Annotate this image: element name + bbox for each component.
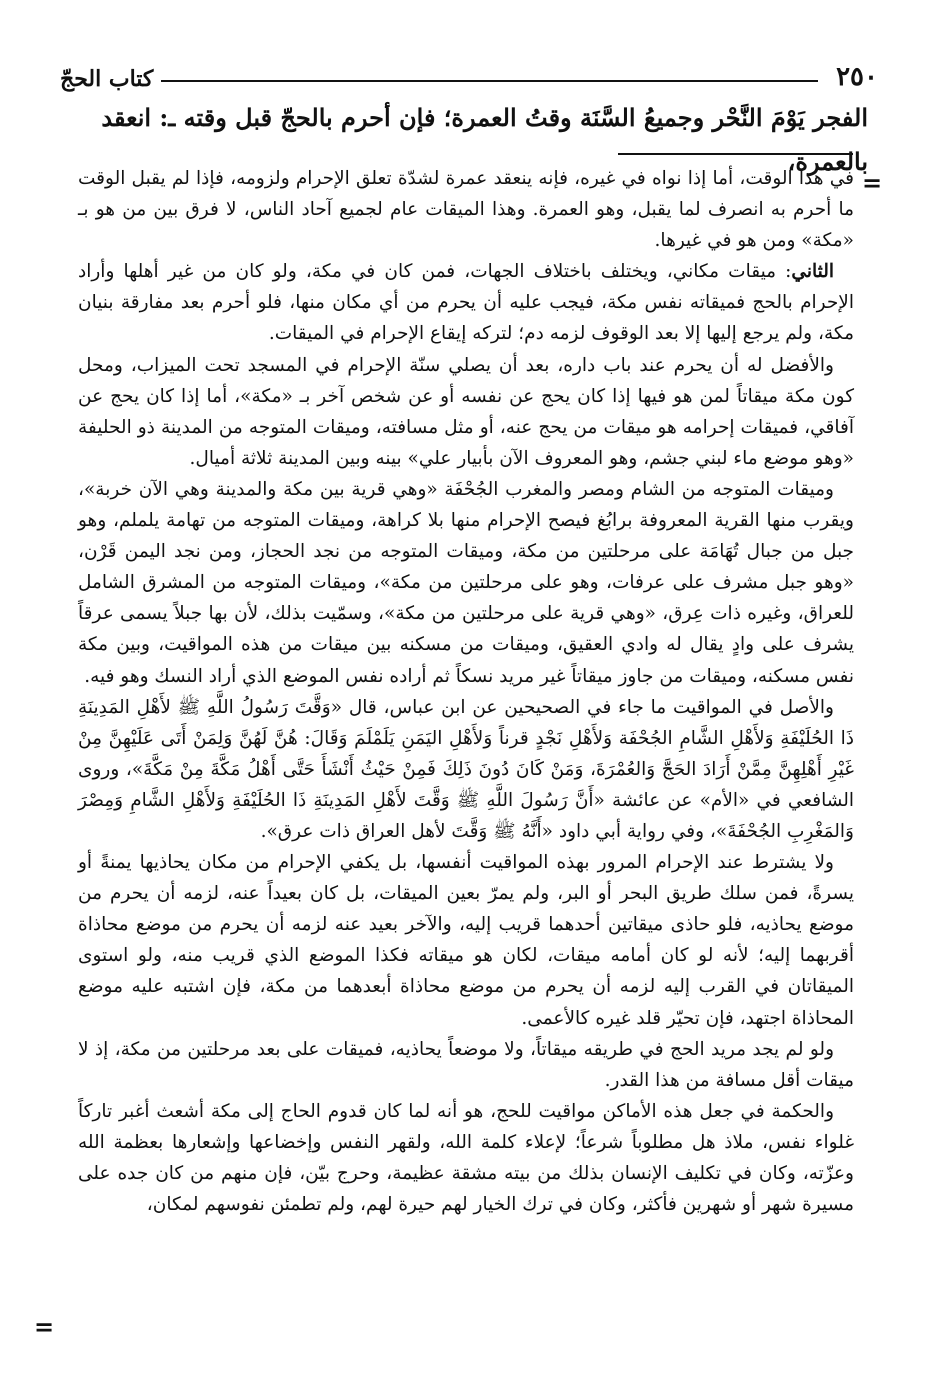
- continuation-mark-bottom: =: [34, 1312, 55, 1341]
- book-title: كتاب الحجّ: [60, 66, 154, 92]
- footnote-text: : ميقات مكاني، ويختلف باختلاف الجهات، فمن كان في مكة، ولو كان من غير أهلها وأراد الإحرام بالحج فميقاته نفس مكة، فيجب عليه أن يحرم من أي مكان منها، فلو أحرم بعد مفارقة بنيان مكة، ولم يرجع إليها إلا بعد الوقوف لزمه دم؛ لتركه إيقاع الإحرام في الميقات.: [78, 261, 854, 345]
- footnote-paragraph: [78, 256, 854, 349]
- running-header: [60, 52, 878, 92]
- footnote-paragraph: ولو لم يجد مريد الحج في طريقه ميقاتاً، ولا موضعاً يحاذيه، فميقات على بعد مرحلتين من مكة، إذ لا ميقات أقل مسافة من هذا القدر.: [78, 1038, 854, 1091]
- header-rule: [161, 80, 818, 82]
- footnote-paragraph: وميقات المتوجه من الشام ومصر والمغرب الجُحْفَة «وهي قرية بين مكة والمدينة وهي الآن خربة»، ويقرب منها القرية المعروفة برابُغ فيصح الإحرام منها بلا كراهة، وميقات المتوجه من تهامة يلملم، وهو جبل من جبال تُهَامَة على مرحلتين من مكة، وميقات المتوجه من نجد الحجاز، ومن نجد اليمن قَرْن، «وهو جبل مشرف على عرفات، وهو على مرحلتين من مكة»، وميقات المتوجه من المشرق الشامل للعراق، وغيره ذات عِرق، «وهي قرية على مرحلتين من مكة»، وسمّيت بذلك، لأن بها جبلاً يسمى عرقاً يشرف على وادٍ يقال له وادي العقيق، وميقات من مسكنه بين ميقات من هذه المواقيت، وبين مكة نفس مسكنه، وميقات من جاوز ميقاتاً غير مريد نسكاً ثم أراده نفس الموضع الذي أراد النسك وهو فيه.: [78, 478, 854, 687]
- continuation-mark-top: =: [862, 168, 883, 197]
- footnote-paragraph: والأصل في المواقيت ما جاء في الصحيحين عن ابن عباس، قال «وَقَّتَ رَسُولُ اللَّهِ ﷺ لأَهْلِ المَدِينَةِ ذَا الحُلَيْفَةِ وَلأَهْلِ الشَّامِ الجُحْفَة وَلأَهْلِ نَجْدٍ قرناً وَلأَهْلِ اليَمَنِ يَلَمْلَمَ وَقَالَ: هُنَّ لَهُنَّ وَلِمَنْ أَتَى عَلَيْهِنَّ مِنْ غَيْرِ أَهْلِهِنَّ مِمَّنْ أَرَادَ الحَجَّ وَالعُمْرَةَ، وَمَنْ كَانَ دُونَ ذَلِكَ فَمِنْ حَيْثُ أَنْشَأَ حَتَّى أَهْلُ مَكَّةَ مِنْ مَكَّةَ»، وروى الشافعي في «الأم» عن عائشة «أَنَّ رَسُولَ اللَّهِ ﷺ وَقَّتَ لأَهْلِ المَدِينَةِ ذَا الحُلَيْفَةِ وَلأَهْلِ الشَّامِ وَمِصْرَ وَالمَغْرِبِ الجُحْفَةَ»، وفي رواية أبي داود «أَنَّهُ ﷺ وَقَّتَ لأهل العراق ذات عرق».: [78, 696, 854, 842]
- footnote-paragraph: والحكمة في جعل هذه الأماكن مواقيت للحج، هو أنه لما كان قدوم الحاج إلى مكة أشعث أغبر تاركاً غلواء نفس، ملاذ هل مطلوباً شرعاً؛ لإعلاء كلمة الله، ولقهر النفس وإخضاعها وإشعارها بعظمة الله وعزّته، وكان في تكليف الإنسان بذلك من بيته مشقة عظيمة، وحرج بيّن، فإن منهم من كان جده على مسيرة شهر أو شهرين فأكثر، وكان في ترك الخيار لهم حيرة لهم، ولم تطمئن نفوسهم لمكان،: [78, 1100, 854, 1216]
- footnote-label: الثاني: [791, 261, 834, 283]
- footnote-paragraph: ولا يشترط عند الإحرام المرور بهذه المواقيت أنفسها، بل يكفي الإحرام من مكان يحاذيها يمنةً أو يسرةً، فمن سلك طريق البحر أو البر، ولم يمرّ بعين الميقات، بل كان بعيداً عنه، لزمه أن يحرم من موضع يحاذيه، فلو حاذى ميقاتين أحدهما قريب إليه، والآخر بعيد عنه لزمه أن يحرم من موضع محاذاة أقربهما إليه؛ لأنه لو كان أمامه ميقات، لكان هو ميقاته فكذا الموضع الذي قريب منه، ولو استوى الميقاتان في القرب إليه لزمه أن يحرم من موضع محاذاة أبعدهما من مكة، فإن اشتبه عليه موضع المحاذاة اجتهد، فإن تحيّر قلد غيره كالأعمى.: [78, 852, 854, 1029]
- footnote-block: [78, 163, 854, 1220]
- footnote-paragraph: في هذا الوقت، أما إذا نواه في غيره، فإنه ينعقد عمرة لشدّة تعلق الإحرام ولزومه، فإذا لم يقبل الوقت ما أحرم به انصرف لما يقبل، وهو العمرة. وهذا الميقات عام لجميع آحاد الناس، لا فرق بين من هو بـ «مكة» ومن هو في غيرها.: [78, 168, 854, 252]
- main-text: الفجر يَوْمَ النَّحْر وجميعُ السَّنَة وقتُ العمرة؛ فإن أحرم بالحجّ قبل وقته ـ: انعقد بالعمرة،: [101, 103, 868, 176]
- footnote-separator: [618, 153, 853, 155]
- page-number: ٢٥٠: [836, 62, 878, 92]
- footnote-paragraph: والأفضل له أن يحرم عند باب داره، بعد أن يصلي سنّة الإحرام في المسجد تحت الميزاب، ومحل كون مكة ميقاتاً لمن هو فيها إذا كان يحج عن نفسه أو عن شخص آخر بـ «مكة»، أما إذا كان يحج عن آفاقي، فميقات إحرامه هو ميقات من يحج عنه، أو مثل مسافته، وميقات المتوجه من المدينة ذو الحليفة «وهو موضع ماء لبني جشم، وهو المعروف الآن بأبيار علي» بينه وبين المدينة ثلاثة أميال.: [78, 354, 854, 469]
